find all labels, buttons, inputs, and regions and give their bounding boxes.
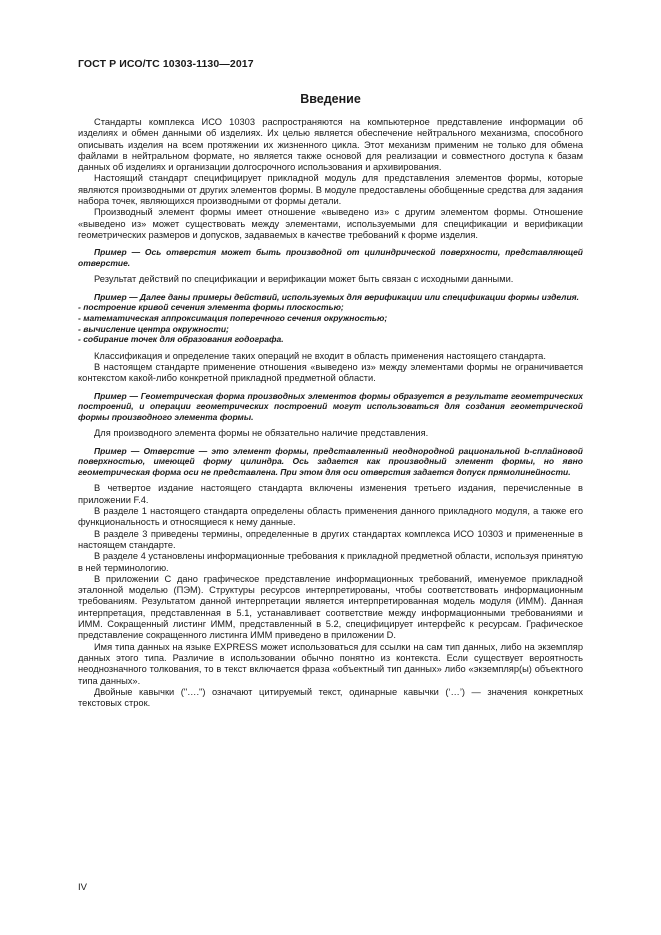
paragraph: Настоящий стандарт специфицирует прикладной модуль для представления элементов формы, которые являются производными от других элементов формы. В модуле предоставлены обобщенные средства для задания набора точек, являющихся производными от формы детали.	[78, 173, 583, 207]
paragraph: В четвертое издание настоящего стандарта включены изменения третьего издания, перечисленные в приложении F.4.	[78, 483, 583, 505]
paragraph: В разделе 4 установлены информационные требования к прикладной предметной области, используя принятую в ней терминологию.	[78, 551, 583, 573]
example-list-item: - математическая аппроксимация поперечного сечения окружностью;	[78, 312, 388, 323]
example-paragraph: Пример — Отверстие — это элемент формы, представленный неоднородной рациональной b-сплайновой поверхностью, имеющей форму цилиндра. Ось задается как производный элемент формы, но явно геометрическая форма оси не представлена. При этом для оси отверстия задается допуск прямолинейности.	[78, 445, 583, 477]
paragraph: Имя типа данных на языке EXPRESS может использоваться для ссылки на сам тип данных, либо на экземпляр данных этого типа. Различие в использовании обычно понятно из контекста. Если существует вероятность неоднозначного толкования, то в текст включается фраза «объектный тип данных» либо «экземпляр(ы) объектного типа данных».	[78, 641, 583, 686]
document-header-code: ГОСТ Р ИСО/ТС 10303-1130—2017	[78, 58, 254, 70]
paragraph: В приложении С дано графическое представление информационных требований, именуемое прикладной эталонной моделью (ПЭМ). Структуры ресурсов интерпретированы, чтобы соответствовать информационным требованиям. Результатом данной интерпретации является интерпретированная модель модуля (ИММ). Данная интерпретация, представленная в 5.1, устанавливает соответствие между информационными требованиями и ИММ. Сокращенный листинг ИММ, представленный в 5.2, специфицирует интерфейс к ресурсам. Графическое представление сокращенного листинга ИММ приведено в приложении D.	[78, 573, 583, 641]
paragraph: Для производного элемента формы не обязательно наличие представления.	[94, 428, 429, 439]
document-body	[78, 117, 583, 709]
paragraph: Стандарты комплекса ИСО 10303 распространяются на компьютерное представление информации об изделиях и обмен данными об изделиях. Их целью является обеспечение нейтрального механизма, способного описывать изделия на всем протяжении их жизненного цикла. Этот механизм применим не только для обмена файлами в нейтральном формате, но является также основой для реализации и совместного доступа к базам данных об изделиях и организации долгосрочного использования и архивирования.	[78, 117, 583, 173]
paragraph: Двойные кавычки ("….") означают цитируемый текст, одинарные кавычки (‘…’) — значения конкретных текстовых строк.	[78, 686, 583, 709]
example-paragraph: Пример — Геометрическая форма производных элементов формы образуется в результате геометрических построений, и операции геометрических построений могут использоваться для создания геометрической формы производного элемента формы.	[78, 390, 583, 422]
example-list-item: - построение кривой сечения элемента формы плоскостью;	[78, 302, 344, 313]
example-list	[78, 302, 583, 344]
section-title: Введение	[300, 92, 361, 106]
page-number: IV	[78, 882, 87, 893]
example-list-item: - вычисление центра окружности;	[78, 323, 229, 334]
paragraph: Производный элемент формы имеет отношение «выведено из» с другим элементом формы. Отношение «выведено из» может существовать между элементами, используемыми для спецификации и верификации геометрических размеров и допусков, задаваемых в качестве требований к форме изделия.	[78, 207, 583, 240]
example-paragraph: Пример — Далее даны примеры действий, используемых для верификации или спецификации формы изделия.	[94, 291, 580, 302]
example-paragraph: Пример — Ось отверстия может быть производной от цилиндрической поверхности, представляющей отверстие.	[78, 247, 583, 268]
paragraph: Классификация и определение таких операций не входит в область применения настоящего стандарта.	[94, 350, 546, 361]
example-list-item: - собирание точек для образования годографа.	[78, 334, 284, 345]
paragraph: Результат действий по спецификации и верификации может быть связан с исходными данными.	[94, 274, 514, 285]
paragraph: В разделе 3 приведены термины, определенные в других стандартах комплекса ИСО 10303 и примененные в настоящем стандарте.	[78, 528, 583, 550]
paragraph: В настоящем стандарте применение отношения «выведено из» между элементами формы не ограничивается контекстом какой-либо конкретной прикладной предметной области.	[78, 362, 583, 384]
paragraph: В разделе 1 настоящего стандарта определены область применения данного прикладного модуля, а также его функциональность и относящиеся к нему данные.	[78, 506, 583, 528]
